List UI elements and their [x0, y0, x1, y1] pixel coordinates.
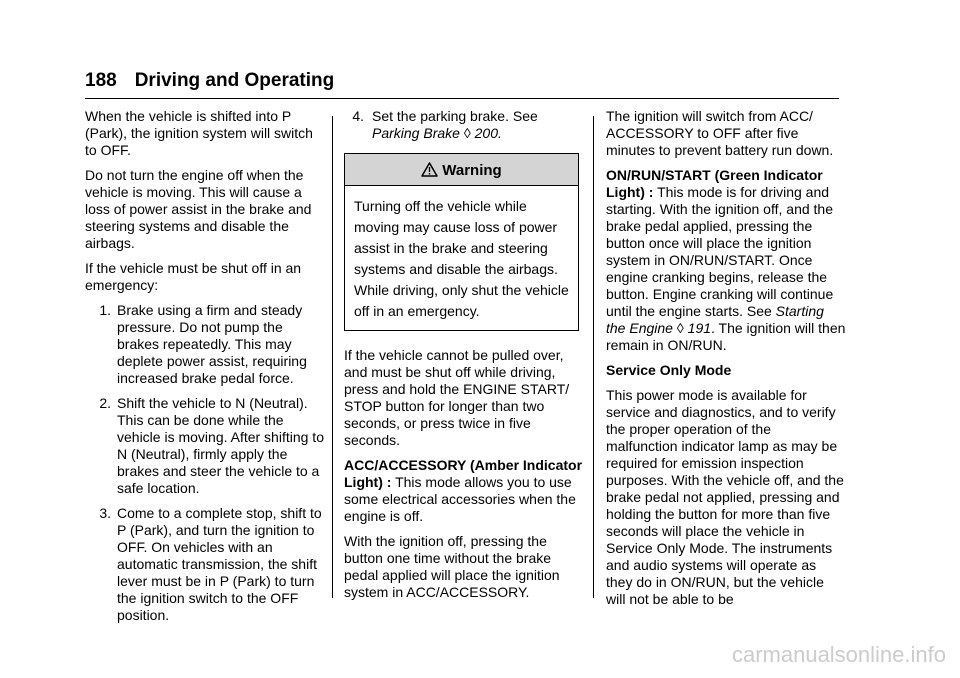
paragraph-ignition-off-press: With the ignition off, pressing the button one time without the brake pedal applied will place the ignition system in ACC/ACCESSORY.: [344, 533, 560, 600]
step-text: Brake using a firm and steady pressure. Do not pump the brakes repeatedly. This may deplete power assist, requiring increased brake pedal force.: [117, 302, 307, 386]
paragraph-shift-park: When the vehicle is shifted into P (Park), the ignition system will switch to OFF.: [85, 108, 313, 158]
list-item: [344, 108, 584, 142]
page-number: 188: [85, 70, 117, 91]
column-2: [344, 108, 584, 609]
section-title: Driving and Operating: [134, 70, 335, 91]
on-run-start-text-end: . The ignition will then remain in ON/RUN.: [606, 320, 846, 353]
parking-brake-ref-page: 200: [474, 125, 498, 141]
step-number: 2.: [99, 395, 111, 411]
starting-engine-ref-page: 191: [687, 320, 712, 336]
spacer: [344, 331, 584, 347]
column-divider-1: [332, 116, 333, 598]
warning-title: Warning: [442, 162, 502, 179]
column-3: [606, 108, 846, 616]
paragraph-on-run-start: [606, 167, 846, 354]
page-ref-icon: ◊: [676, 320, 684, 336]
warning-box: [344, 153, 579, 331]
step-number: 3.: [99, 505, 111, 521]
list-item: [85, 505, 327, 624]
paragraph-press-hold: If the vehicle cannot be pulled over, and must be shut off while driving, press and hold the ENGINE START/ STOP button for longer than two seconds, or press twice in five seconds.: [344, 347, 570, 448]
paragraph-acc-mode: [344, 457, 584, 525]
on-run-start-text: This mode is for driving and starting. With the ignition off, and the brake pedal applied, pressing the button once will place the ignition system in ON/RUN/START. Once engine cranking begins, release the button. Engine cranking will continue until the engine starts. See: [606, 184, 834, 319]
parking-brake-ref-title: Parking Brake: [372, 125, 460, 141]
paragraph-engine-off-warning: Do not turn the engine off when the vehicle is moving. This will cause a loss of power assist in the brake and steering systems and disable the airbags.: [85, 167, 312, 251]
ref-end: .: [498, 125, 502, 141]
list-item: [85, 395, 327, 497]
step-text: Come to a complete stop, shift to P (Park), and turn the ignition to OFF. On vehicles with an automatic transmission, the shift lever must be in P (Park) to turn the ignition switch to the OFF position.: [117, 505, 322, 623]
warning-header: [345, 154, 578, 186]
warning-triangle-icon: [421, 162, 438, 177]
page-ref-icon: ◊: [463, 125, 471, 141]
emergency-steps-list: [85, 302, 327, 624]
service-only-heading: Service Only Mode: [606, 362, 732, 378]
acc-heading: ACC/ACCESSORY (Amber Indicator Light) :: [344, 457, 583, 490]
page-header: [85, 70, 334, 92]
column-1: [85, 108, 327, 632]
header-rule: [85, 98, 839, 99]
parking-brake-link[interactable]: [372, 125, 498, 141]
step-text: Set the parking brake. See: [372, 108, 538, 124]
step-number: 1.: [99, 302, 111, 318]
paragraph-emergency-intro: If the vehicle must be shut off in an emergency:: [85, 260, 302, 293]
on-run-start-heading: ON/RUN/START (Green Indicator Light) :: [606, 167, 823, 200]
acc-text: This mode allows you to use some electrical accessories when the engine is off.: [344, 474, 576, 524]
column-divider-2: [593, 116, 594, 598]
step-text: Shift the vehicle to N (Neutral). This can be done while the vehicle is moving. After shifting to N (Neutral), firmly apply the brakes and steer the vehicle to a safe location.: [117, 395, 324, 496]
paragraph-service-only: This power mode is available for service and diagnostics, and to verify the proper operation of the malfunction indicator lamp as may be required for emission inspection purposes. With the vehicle off, and the brake pedal not applied, pressing and holding the button for more than five seconds will place the vehicle in Service Only Mode. The instruments and audio systems will operate as they do in ON/RUN, but the vehicle will not be able to be: [606, 387, 844, 607]
watermark: carmanualsonline.info: [731, 642, 946, 667]
starting-engine-ref-title: Starting the Engine: [606, 303, 824, 336]
paragraph-acc-timeout: The ignition will switch from ACC/ ACCESSORY to OFF after five minutes to prevent battery run down.: [606, 108, 834, 158]
warning-body: Turning off the vehicle while moving may cause loss of power assist in the brake and steering systems and disable the airbags. While driving, only shut the vehicle off in an emergency.: [354, 198, 569, 319]
list-item: [85, 302, 327, 387]
step-number: 4.: [352, 108, 364, 124]
